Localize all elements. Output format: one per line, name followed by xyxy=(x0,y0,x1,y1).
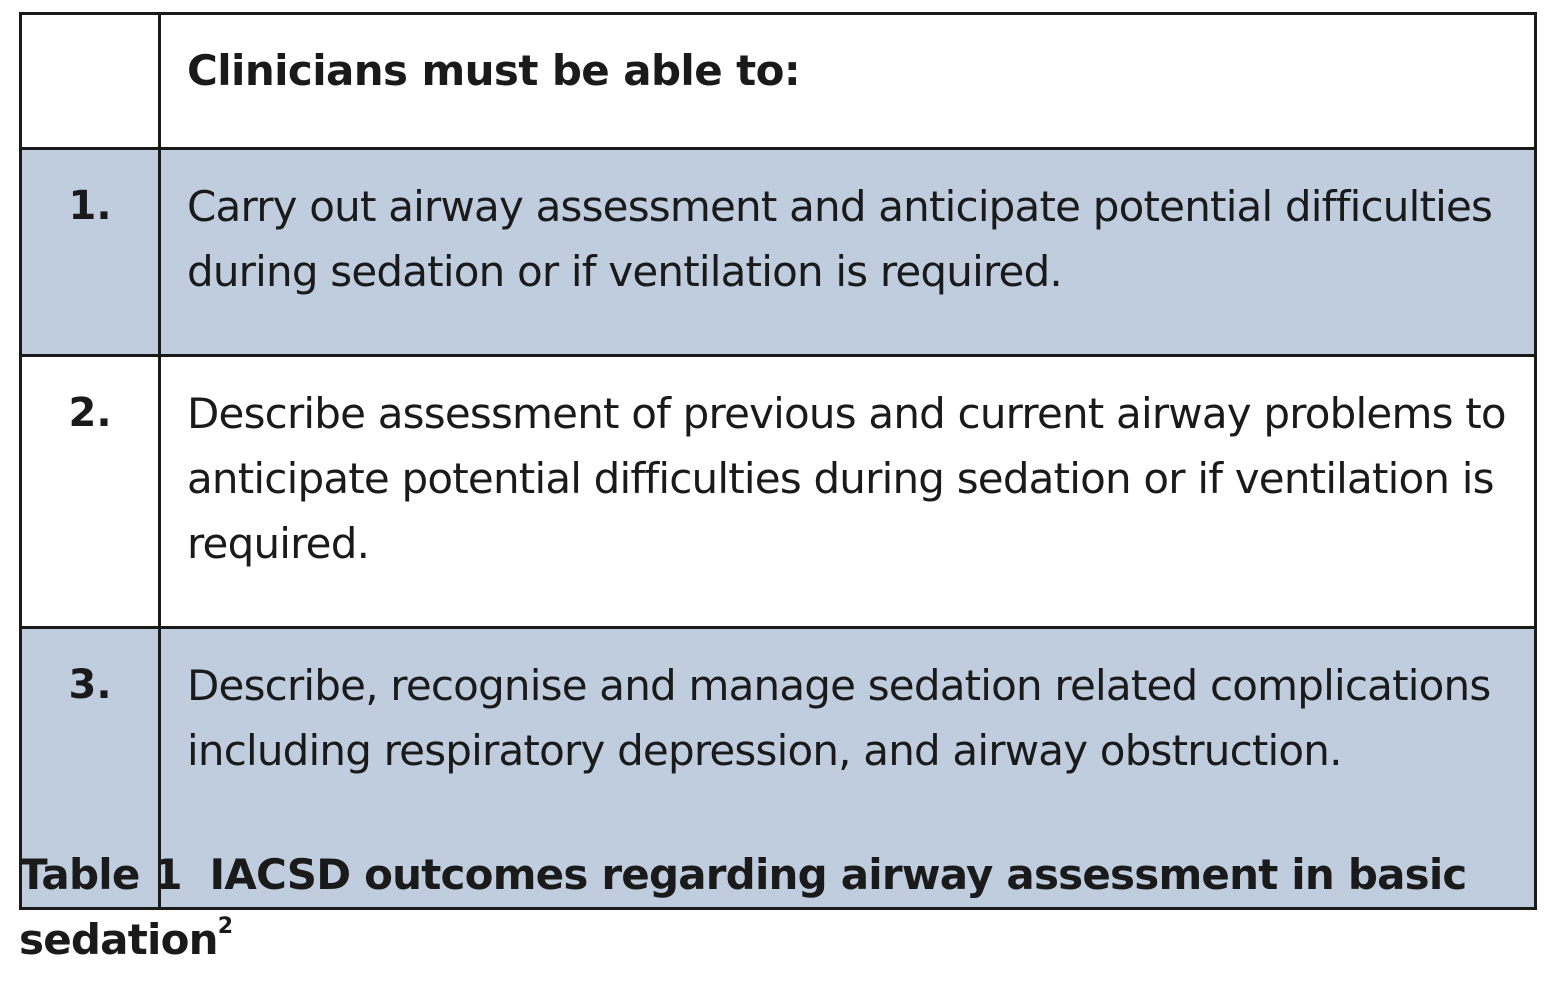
row-number: 2. xyxy=(21,356,160,628)
row-text: Carry out airway assessment and anticipate potential difficulties during sedation or if ventilation is required. xyxy=(160,149,1536,356)
table-header: Clinicians must be able to: xyxy=(160,14,1536,149)
header-number-cell xyxy=(21,14,160,149)
table-caption xyxy=(19,842,1549,972)
row-text: Describe, recognise and manage sedation related complications including respiratory depression, and airway obstruction. xyxy=(160,628,1536,909)
caption-text: IACSD outcomes regarding airway assessment in basic sedation xyxy=(19,850,1467,964)
row-number: 3. xyxy=(21,628,160,909)
outcomes-table xyxy=(19,12,1537,910)
table-header-row xyxy=(21,14,1536,149)
table-row xyxy=(21,356,1536,628)
caption-label: Table 1 xyxy=(19,850,182,899)
row-number: 1. xyxy=(21,149,160,356)
row-text: Describe assessment of previous and current airway problems to anticipate potential difficulties during sedation or if ventilation is required. xyxy=(160,356,1536,628)
table-row xyxy=(21,149,1536,356)
caption-reference: 2 xyxy=(217,914,233,939)
